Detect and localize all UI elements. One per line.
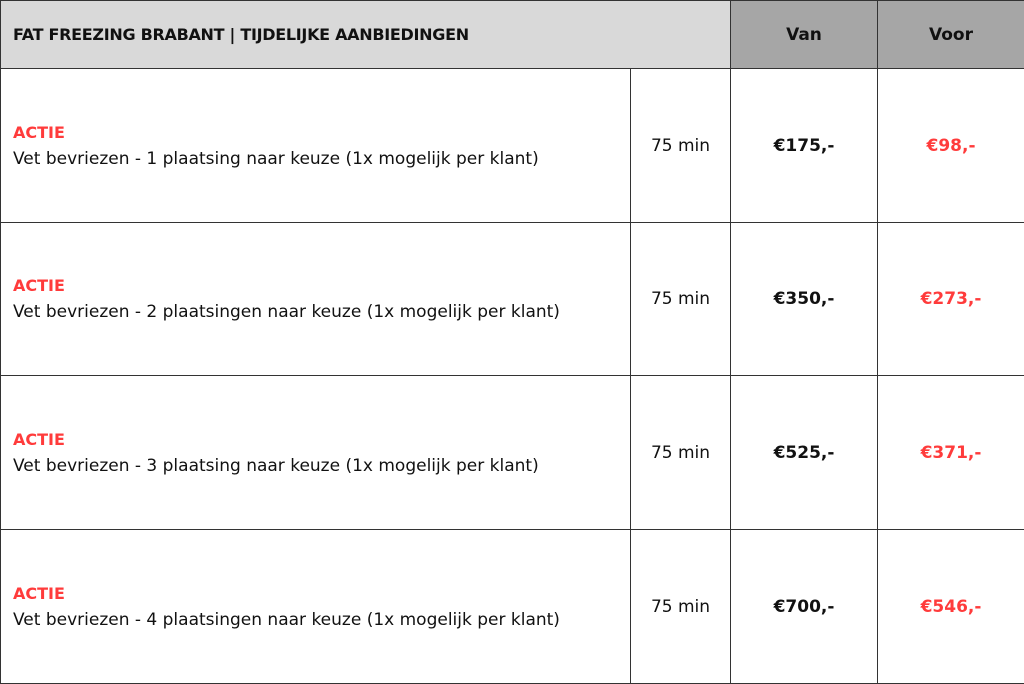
- actie-badge: ACTIE: [13, 275, 630, 297]
- treatment-cell: [1, 69, 631, 223]
- price-voor-cell: €371,-: [878, 376, 1024, 530]
- table-row: [1, 223, 1024, 376]
- column-header-van: Van: [731, 1, 878, 69]
- treatment-description: Vet bevriezen - 3 plaatsing naar keuze (1x mogelijk per klant): [13, 455, 630, 477]
- price-van-cell: €525,-: [731, 376, 878, 530]
- price-van-cell: €175,-: [731, 69, 878, 223]
- price-voor-cell: €98,-: [878, 69, 1024, 223]
- actie-badge: ACTIE: [13, 122, 630, 144]
- duration-cell: 75 min: [631, 223, 731, 376]
- price-voor-cell: €546,-: [878, 530, 1024, 684]
- treatment-cell: [1, 376, 631, 530]
- treatment-description: Vet bevriezen - 2 plaatsingen naar keuze (1x mogelijk per klant): [13, 301, 630, 323]
- price-voor-cell: €273,-: [878, 223, 1024, 376]
- price-van-cell: €350,-: [731, 223, 878, 376]
- treatment-description: Vet bevriezen - 4 plaatsingen naar keuze (1x mogelijk per klant): [13, 609, 630, 631]
- treatment-cell: [1, 223, 631, 376]
- duration-cell: 75 min: [631, 530, 731, 684]
- treatment-description: Vet bevriezen - 1 plaatsing naar keuze (1x mogelijk per klant): [13, 148, 630, 170]
- actie-badge: ACTIE: [13, 583, 630, 605]
- duration-cell: 75 min: [631, 69, 731, 223]
- column-header-voor: Voor: [878, 1, 1024, 69]
- table-row: [1, 376, 1024, 530]
- table-row: [1, 69, 1024, 223]
- duration-cell: 75 min: [631, 376, 731, 530]
- table-title: FAT FREEZING BRABANT | TIJDELIJKE AANBIEDINGEN: [1, 1, 731, 69]
- table-row: [1, 530, 1024, 684]
- treatment-cell: [1, 530, 631, 684]
- table-header-row: [1, 1, 1024, 69]
- actie-badge: ACTIE: [13, 429, 630, 451]
- price-van-cell: €700,-: [731, 530, 878, 684]
